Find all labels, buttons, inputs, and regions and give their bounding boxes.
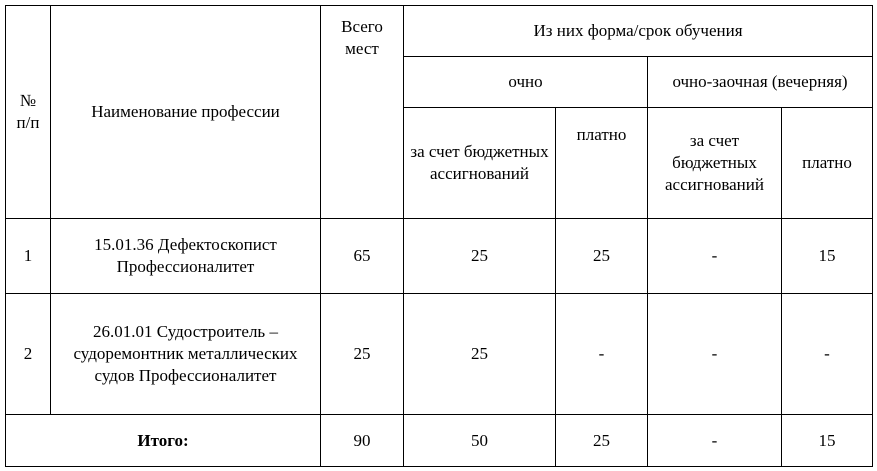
row-profession: 15.01.36 Дефектоскопист Профессионалитет	[51, 219, 321, 294]
row-ft-budget: 25	[404, 294, 556, 415]
row-total: 25	[321, 294, 404, 415]
header-part-time: очно-заочная (вечерняя)	[648, 57, 873, 108]
totals-pt-budget: -	[648, 415, 782, 467]
row-num: 1	[6, 219, 51, 294]
table-row	[6, 294, 873, 415]
totals-total: 90	[321, 415, 404, 467]
totals-ft-budget: 50	[404, 415, 556, 467]
totals-label: Итого:	[6, 415, 321, 467]
header-pt-paid: платно	[782, 108, 873, 219]
header-ft-paid: платно	[556, 108, 648, 219]
row-pt-paid: 15	[782, 219, 873, 294]
row-total: 65	[321, 219, 404, 294]
row-pt-paid: -	[782, 294, 873, 415]
row-profession: 26.01.01 Судостроитель – судоремонтник металлических судов Профессионалитет	[51, 294, 321, 415]
row-num: 2	[6, 294, 51, 415]
admission-table	[5, 5, 873, 467]
header-pt-budget: за счет бюджетных ассигнований	[648, 108, 782, 219]
row-ft-paid: 25	[556, 219, 648, 294]
totals-pt-paid: 15	[782, 415, 873, 467]
totals-row	[6, 415, 873, 467]
header-ft-budget: за счет бюджетных ассигнований	[404, 108, 556, 219]
table-row	[6, 219, 873, 294]
header-form-group: Из них форма/срок обучения	[404, 6, 873, 57]
row-pt-budget: -	[648, 294, 782, 415]
row-ft-paid: -	[556, 294, 648, 415]
row-pt-budget: -	[648, 219, 782, 294]
totals-ft-paid: 25	[556, 415, 648, 467]
header-num: № п/п	[6, 6, 51, 219]
row-ft-budget: 25	[404, 219, 556, 294]
header-profession: Наименование профессии	[51, 6, 321, 219]
header-total: Всего мест	[321, 6, 404, 219]
header-full-time: очно	[404, 57, 648, 108]
